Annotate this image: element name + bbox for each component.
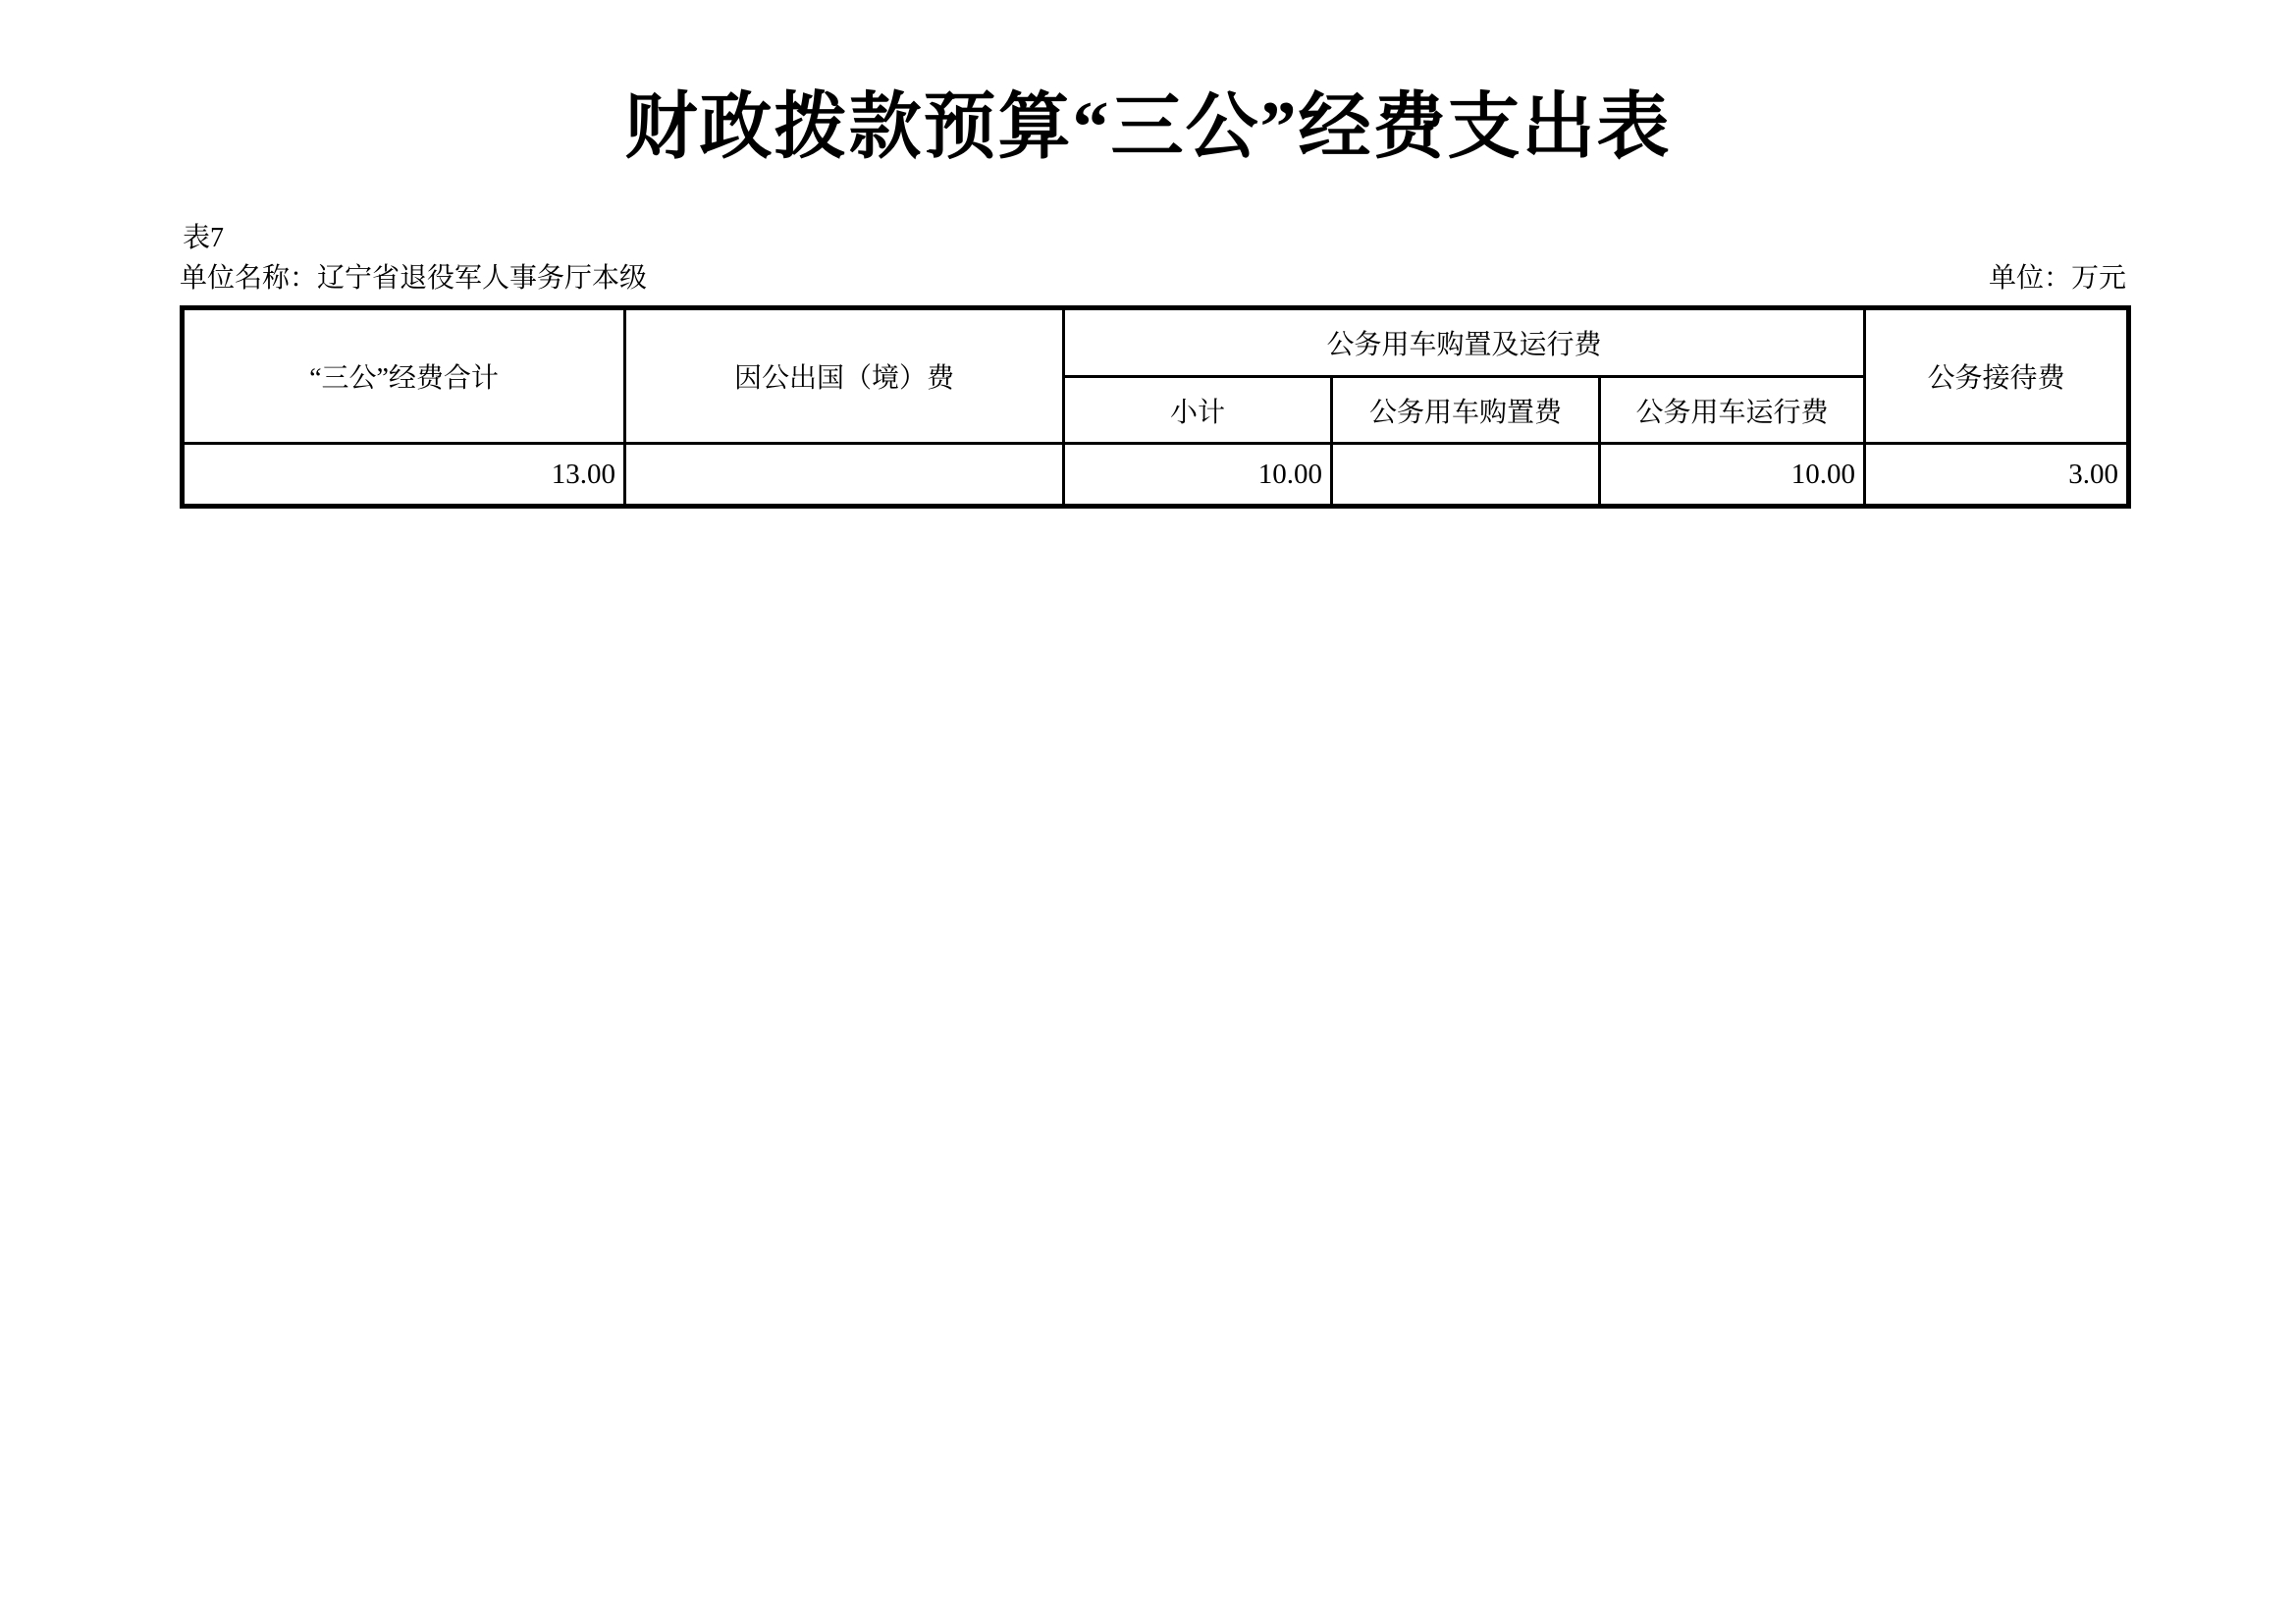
cell-overseas-travel <box>625 444 1064 507</box>
unit-name-label: 单位名称：辽宁省退役军人事务厅本级 <box>180 263 648 294</box>
cell-vehicle-operation: 10.00 <box>1600 444 1865 507</box>
three-public-expense-table <box>180 305 2131 509</box>
header-three-public-total: “三公”经费合计 <box>183 308 625 444</box>
cell-vehicle-purchase <box>1332 444 1600 507</box>
header-row-top <box>183 308 2129 377</box>
cell-vehicle-subtotal: 10.00 <box>1064 444 1332 507</box>
header-vehicle-subtotal: 小计 <box>1064 377 1332 444</box>
unit-of-measure-label: 单位：万元 <box>1988 263 2126 294</box>
meta-row <box>180 263 2126 295</box>
table-number-label: 表7 <box>183 223 225 253</box>
cell-three-public-total: 13.00 <box>183 444 625 507</box>
header-vehicle-purchase: 公务用车购置费 <box>1332 377 1600 444</box>
table-row <box>183 444 2129 507</box>
cell-official-reception: 3.00 <box>1865 444 2129 507</box>
page-title: 财政拨款预算“三公”经费支出表 <box>624 87 1672 168</box>
header-official-reception: 公务接待费 <box>1865 308 2129 444</box>
header-vehicle-purchase-and-operation-group: 公务用车购置及运行费 <box>1064 308 1865 377</box>
header-vehicle-operation: 公务用车运行费 <box>1600 377 1865 444</box>
header-overseas-travel: 因公出国（境）费 <box>625 308 1064 444</box>
